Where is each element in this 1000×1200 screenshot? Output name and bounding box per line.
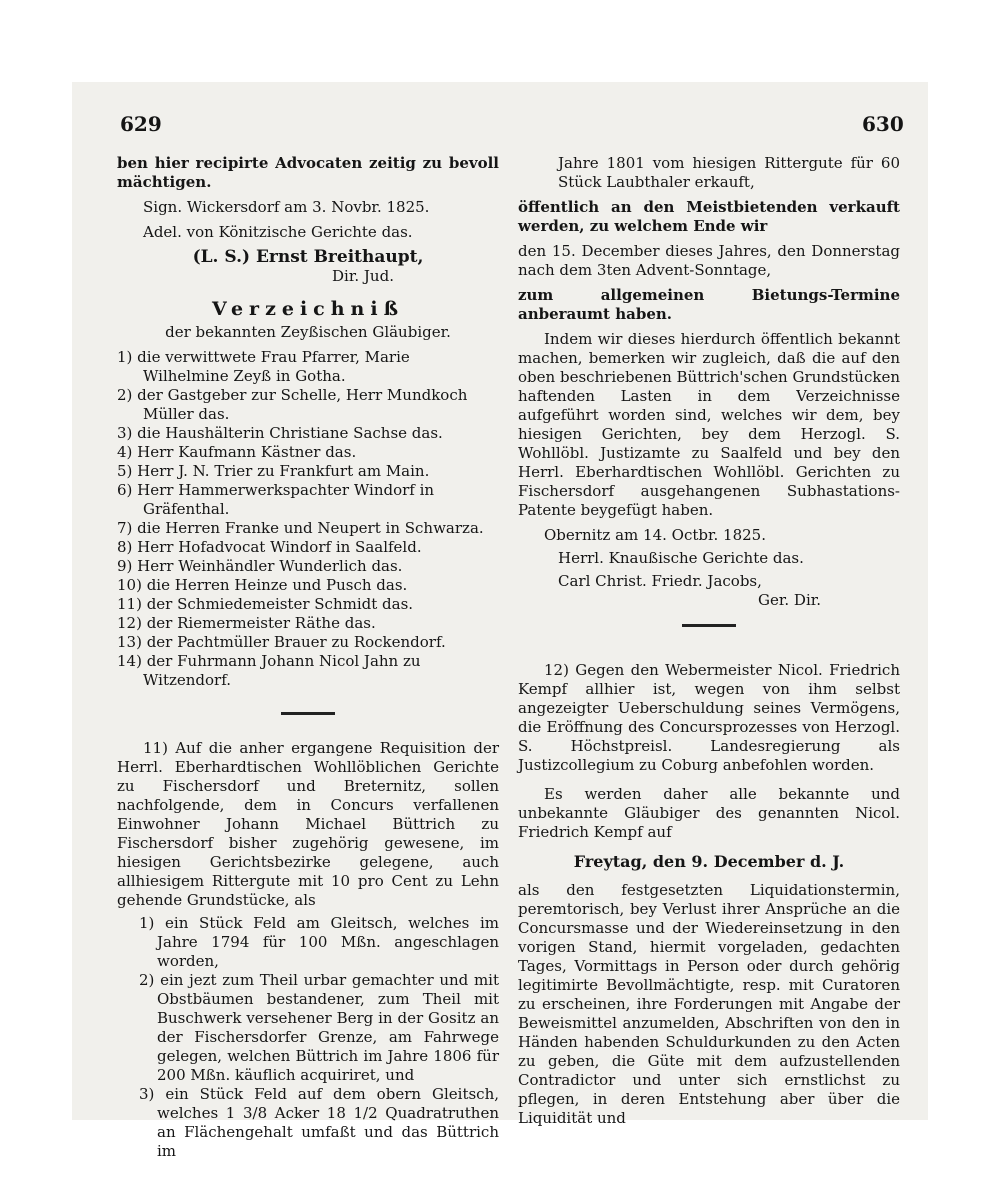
- court-line: Adel. von Könitzische Gerichte das.: [143, 223, 413, 241]
- notice-11: 11) Auf die anher ergangene Requisition der Herrl. Eberhardtischen Wohllöblichen Gerichte zu Fischersdorf und Breternitz, sollen nachfolgende, dem in Concurs verfallenen Einwohner Johann Michael Büttrich zu Fischersdorf bisher zugehörig gewesene, im hiesigen Gerichtsbezirke gelegene, auch allhiesigem Rittergute mit 10 pro Cent zu Lehn gehende Grundstücke, als: [117, 739, 499, 909]
- notice-12: 12) Gegen den Webermeister Nicol. Friedrich Kempf allhier ist, wegen von ihm selbst angezeigter Ueberschuldung seines Vermögens, die Eröffnung des Concursprozesses von Herzogl. S. Höchstpreisl. Landesregierung als Justizcollegium zu Coburg anbefohlen worden.: [518, 661, 900, 774]
- page-number-right: 630: [862, 112, 904, 136]
- section-divider: [281, 712, 335, 715]
- list-subtitle: der bekannten Zeyßischen Gläubiger.: [165, 323, 451, 341]
- creditor-item: 5) Herr J. N. Trier zu Frankfurt am Main.: [117, 462, 430, 480]
- creditor-list: [117, 348, 499, 690]
- parcel-item: 3) ein Stück Feld auf dem obern Gleitsch, welches 1 3/8 Acker 18 1/2 Quadratruthen an Flächengehalt umfaßt und das Büttrich im: [139, 1085, 499, 1160]
- final-text: als den festgesetzten Liquidationstermin, peremtorisch, bey Verlust ihrer Ansprüche an die Concursmasse und der Wiedereinsetzung in den vorigen Stand, hiermit vorgeladen, gedachten Tages, Vormittags in Person oder durch gehörig legitimirte Bevollmächtigte, resp. mit Curatoren zu erscheinen, ihre Forderungen mit Angabe der Beweismittel anzumelden, Abschriften von den in Händen habenden Schuldurkunden zu den Acten zu geben, die Güte mit dem aufzustellenden Contradictor und unter sich ernstlichst zu pflegen, in deren Entstehung aber über die Liquidität und: [518, 881, 900, 1127]
- parcel-item: 1) ein Stück Feld am Gleitsch, welches im Jahre 1794 für 100 Mßn. angeschlagen worden,: [139, 914, 499, 970]
- summons-text: Es werden daher alle bekannte und unbekannte Gläubiger des genannten Nicol. Friedrich Kempf auf: [518, 785, 900, 841]
- left-column: [117, 154, 499, 1161]
- creditor-item: 12) der Riemermeister Räthe das.: [117, 614, 376, 632]
- creditor-item: 2) der Gastgeber zur Schelle, Herr Mundkoch Müller das.: [117, 386, 468, 423]
- parcel-item: 2) ein jezt zum Theil urbar gemachter und mit Obstbäumen bestandener, zum Theil mit Buschwerk versehener Berg in der Gositz an der Fischersdorfer Grenze, am Fahrwege gelegen, welchen Büttrich im Jahre 1806 für 200 Mßn. käuflich acquiriret, und: [139, 971, 499, 1084]
- deadline-line: Freytag, den 9. December d. J.: [573, 852, 845, 871]
- intro-text: ben hier recipirte Advocaten zeitig zu bevoll mächtigen.: [117, 154, 499, 191]
- body-text: Indem wir dieses hierdurch öffentlich bekannt machen, bemerken wir zugleich, daß die auf den oben beschriebenen Büttrich'schen Grundstücken haftenden Lasten in dem Verzeichnisse aufgeführt worden sind, welches wir dem, bey hiesigen Gerichten, bey dem Herzogl. S. Wohllöbl. Justizamte zu Saalfeld und bey den Herrl. Eberhardtischen Wohllöbl. Gerichten zu Fischersdorf ausgehangenen Subhastations-Patente beygefügt haben.: [518, 330, 900, 519]
- creditor-item: 3) die Haushälterin Christiane Sachse das.: [117, 424, 443, 442]
- term-line: zum allgemeinen Bietungs-Termine anberaumt haben.: [518, 286, 900, 323]
- creditor-item: 6) Herr Hammerwerkspachter Windorf in Gräfenthal.: [117, 481, 435, 518]
- signer-title: Ger. Dir.: [758, 591, 822, 609]
- date-line: den 15. December dieses Jahres, den Donnerstag nach dem 3ten Advent-Sonntage,: [518, 242, 900, 279]
- creditor-item: 8) Herr Hofadvocat Windorf in Saalfeld.: [117, 538, 422, 556]
- page-number-left: 629: [120, 112, 162, 136]
- creditor-item: 7) die Herren Franke und Neupert in Schwarza.: [117, 519, 484, 537]
- creditor-item: 10) die Herren Heinze und Pusch das.: [117, 576, 408, 594]
- list-title: Verzeichniß: [211, 298, 405, 320]
- sale-text: öffentlich an den Meistbietenden verkauft werden, zu welchem Ende wir: [518, 198, 900, 235]
- signer-name: Carl Christ. Friedr. Jacobs,: [558, 572, 762, 590]
- right-column: [518, 154, 900, 1128]
- sign-line: Sign. Wickersdorf am 3. Novbr. 1825.: [143, 198, 430, 216]
- creditor-item: 4) Herr Kaufmann Kästner das.: [117, 443, 357, 461]
- creditor-item: 13) der Pachtmüller Brauer zu Rockendorf.: [117, 633, 446, 651]
- dir-line: Dir. Jud.: [332, 267, 394, 285]
- creditor-item: 9) Herr Weinhändler Wunderlich das.: [117, 557, 403, 575]
- creditor-item: 14) der Fuhrmann Johann Nicol Jahn zu Witzendorf.: [117, 652, 421, 689]
- continuation-text: Jahre 1801 vom hiesigen Rittergute für 60 Stück Laubthaler erkauft,: [558, 154, 900, 191]
- court-signature: Herrl. Knaußische Gerichte das.: [558, 549, 804, 567]
- creditor-item: 11) der Schmiedemeister Schmidt das.: [117, 595, 414, 613]
- place-date: Obernitz am 14. Octbr. 1825.: [544, 526, 766, 544]
- creditor-item: 1) die verwittwete Frau Pfarrer, Marie Wilhelmine Zeyß in Gotha.: [117, 348, 410, 385]
- section-divider: [682, 624, 736, 627]
- seal-line: (L. S.) Ernst Breithaupt,: [192, 247, 424, 267]
